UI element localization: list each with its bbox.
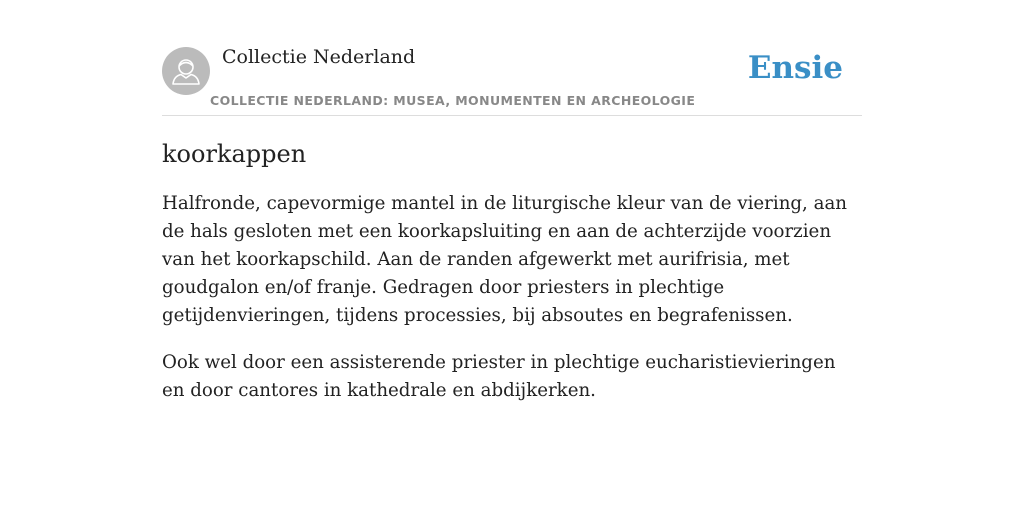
entry-term: koorkappen — [162, 140, 307, 168]
definition-paragraph: Ook wel door een assisterende priester in plechtige eucharistievieringen en door cantores in kathedrale en abdijkerken. — [162, 352, 836, 401]
entry-definition — [162, 190, 862, 405]
brand-logo-link[interactable]: Ensie — [747, 50, 843, 86]
definition-paragraph: Halfronde, capevormige mantel in de liturgische kleur van de viering, aan de hals gesloten met een koorkapsluiting en aan de achterzijde voorzien van het koorkapschild. Aan de randen afgewerkt met aurifrisia, met goudgalon en/of franje. Gedragen door priesters in plechtige getijdenvieringen, tijdens processies, bij absoutes en begrafenissen. — [162, 193, 848, 326]
avatar[interactable] — [162, 47, 210, 95]
header — [162, 0, 862, 116]
author-name-link[interactable]: Collectie Nederland — [222, 46, 416, 68]
page-container — [162, 0, 862, 405]
source-label-link[interactable]: COLLECTIE NEDERLAND: MUSEA, MONUMENTEN EN ARCHEOLOGIE — [210, 93, 696, 108]
user-icon — [162, 47, 210, 95]
